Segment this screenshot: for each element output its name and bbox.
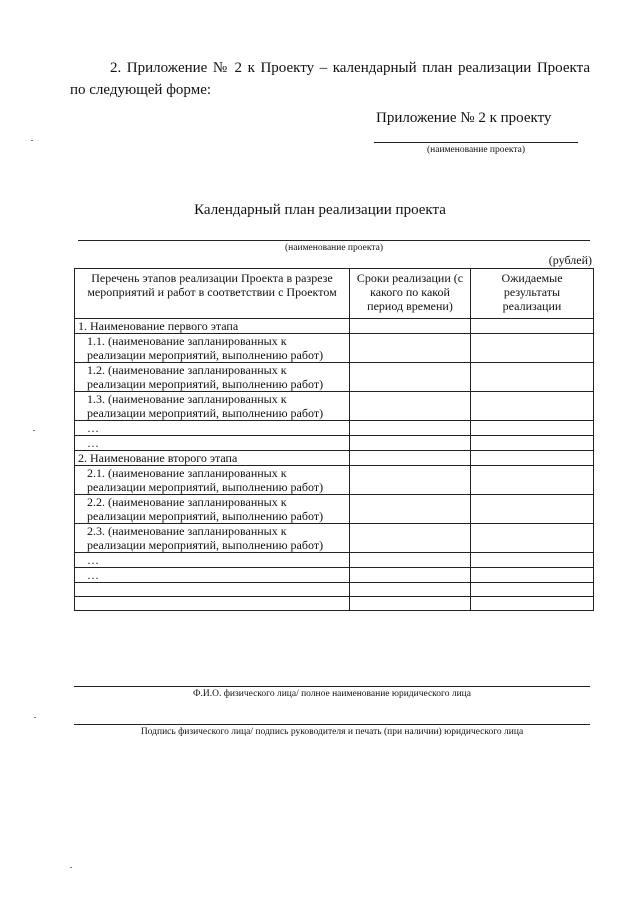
scan-speck: [70, 867, 72, 868]
table-row: [75, 319, 594, 334]
scan-speck: [33, 430, 35, 431]
stage-cell: [75, 597, 350, 611]
terms-cell: [350, 553, 471, 568]
results-cell: [471, 451, 594, 466]
stage-cell: 2.1. (наименование запланированных к реализации мероприятий, выполнению работ): [75, 466, 350, 495]
terms-cell: [350, 495, 471, 524]
table-header-row: [75, 269, 594, 319]
table-row: [75, 363, 594, 392]
stage-cell: 2.3. (наименование запланированных к реализации мероприятий, выполнению работ): [75, 524, 350, 553]
table-row: [75, 553, 594, 568]
results-cell: [471, 495, 594, 524]
scan-speck: [31, 140, 33, 141]
intro-line-2: по следующей форме:: [70, 82, 212, 98]
table-row: [75, 392, 594, 421]
sign-line: [74, 724, 590, 725]
table-row: [75, 583, 594, 597]
plan-title: Календарный план реализации проекта: [194, 202, 446, 218]
stage-cell: …: [75, 436, 350, 451]
plan-table: [74, 268, 594, 611]
table-row: [75, 436, 594, 451]
table-row: [75, 466, 594, 495]
stage-cell: 2.2. (наименование запланированных к реализации мероприятий, выполнению работ): [75, 495, 350, 524]
stage-cell: 2. Наименование второго этапа: [75, 451, 350, 466]
stage-cell: [75, 583, 350, 597]
results-cell: [471, 392, 594, 421]
terms-cell: [350, 334, 471, 363]
terms-cell: [350, 363, 471, 392]
results-cell: [471, 334, 594, 363]
results-cell: [471, 421, 594, 436]
terms-cell: [350, 597, 471, 611]
currency-label: (рублей): [548, 253, 592, 267]
terms-cell: [350, 568, 471, 583]
terms-cell: [350, 319, 471, 334]
results-cell: [471, 466, 594, 495]
table-row: [75, 421, 594, 436]
terms-cell: [350, 524, 471, 553]
stage-cell: …: [75, 568, 350, 583]
stage-cell: …: [75, 421, 350, 436]
results-cell: [471, 436, 594, 451]
table-row: [75, 524, 594, 553]
terms-cell: [350, 392, 471, 421]
stage-cell: …: [75, 553, 350, 568]
scan-speck: [34, 717, 36, 718]
terms-cell: [350, 421, 471, 436]
results-cell: [471, 553, 594, 568]
appendix-title: Приложение № 2 к проекту: [376, 110, 552, 126]
header-results: Ожидаемые результаты реализации: [471, 269, 594, 319]
results-cell: [471, 319, 594, 334]
terms-cell: [350, 436, 471, 451]
sign-caption: Подпись физического лица/ подпись руководителя и печать (при наличии) юридического лица: [140, 727, 524, 737]
results-cell: [471, 363, 594, 392]
header-terms: Сроки реализации (с какого по какой период времени): [350, 269, 471, 319]
project-name-line: [374, 142, 578, 143]
table-row: [75, 451, 594, 466]
project-name-caption: (наименование проекта): [426, 145, 525, 155]
table-row: [75, 334, 594, 363]
plan-name-caption: (наименование проекта): [284, 243, 383, 253]
terms-cell: [350, 451, 471, 466]
table-row: [75, 495, 594, 524]
terms-cell: [350, 466, 471, 495]
results-cell: [471, 568, 594, 583]
plan-name-line: [78, 240, 590, 241]
plan-table-body: [75, 319, 594, 611]
header-stages: Перечень этапов реализации Проекта в разрезе мероприятий и работ в соответствии с Проектом: [75, 269, 350, 319]
results-cell: [471, 524, 594, 553]
name-signature-line: [74, 686, 590, 687]
stage-cell: 1. Наименование первого этапа: [75, 319, 350, 334]
stage-cell: 1.3. (наименование запланированных к реализации мероприятий, выполнению работ): [75, 392, 350, 421]
name-caption: Ф.И.О. физического лица/ полное наименование юридического лица: [193, 689, 471, 699]
terms-cell: [350, 583, 471, 597]
stage-cell: 1.1. (наименование запланированных к реализации мероприятий, выполнению работ): [75, 334, 350, 363]
results-cell: [471, 597, 594, 611]
stage-cell: 1.2. (наименование запланированных к реализации мероприятий, выполнению работ): [75, 363, 350, 392]
results-cell: [471, 583, 594, 597]
table-row: [75, 568, 594, 583]
intro-line-1: 2. Приложение № 2 к Проекту – календарный план реализации Проекта: [110, 60, 590, 76]
intro-paragraph: [70, 57, 590, 101]
table-row: [75, 597, 594, 611]
